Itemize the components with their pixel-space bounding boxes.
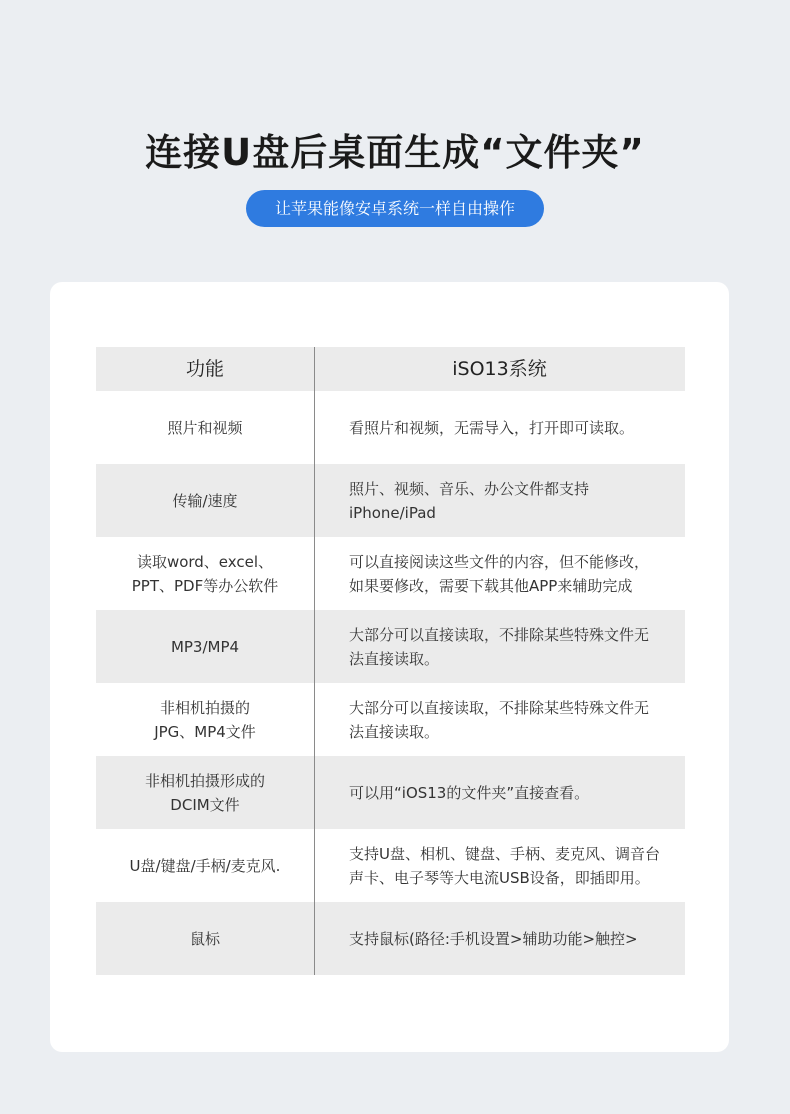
row-feature: 照片和视频 xyxy=(167,418,243,437)
table-row xyxy=(96,683,685,756)
row-description: 大部分可以直接读取，不排除某些特殊文件无法直接读取。 xyxy=(349,625,650,668)
row-feature: 读取word、excel、 PPT、PDF等办公软件 xyxy=(131,552,279,595)
row-description: 支持鼠标(路径:手机设置>辅助功能>触控> xyxy=(349,929,638,948)
table-row xyxy=(96,829,685,902)
table-header-row xyxy=(96,347,685,391)
subtitle-badge: 让苹果能像安卓系统一样自由操作 xyxy=(246,190,544,227)
row-description: 看照片和视频，无需导入，打开即可读取。 xyxy=(349,418,635,437)
table-row xyxy=(96,610,685,683)
feature-table xyxy=(96,347,685,975)
row-feature: 传输/速度 xyxy=(172,491,238,510)
row-description: 可以用“iOS13的文件夹”直接查看。 xyxy=(349,783,590,802)
row-feature: 鼠标 xyxy=(189,929,220,948)
table-row xyxy=(96,902,685,975)
row-feature: MP3/MP4 xyxy=(170,637,240,656)
row-description: 大部分可以直接读取，不排除某些特殊文件无法直接读取。 xyxy=(349,698,650,741)
row-feature: 非相机拍摄的 JPG、MP4文件 xyxy=(154,698,256,741)
header-feature: 功能 xyxy=(185,358,224,380)
table-row xyxy=(96,464,685,537)
row-description: 可以直接阅读这些文件的内容，但不能修改，如果要修改，需要下载其他APP来辅助完成 xyxy=(349,552,650,595)
table-row xyxy=(96,537,685,610)
table-row xyxy=(96,391,685,464)
header-system: iSO13系统 xyxy=(452,358,547,380)
row-description: 支持U盘、相机、键盘、手柄、麦克风、调音台声卡、电子琴等大电流USB设备，即插即用。 xyxy=(349,844,660,887)
row-feature: U盘/键盘/手柄/麦克风. xyxy=(129,856,281,875)
column-divider xyxy=(314,347,315,975)
page-title: 连接U盘后桌面生成“文件夹” xyxy=(145,131,645,174)
table-row xyxy=(96,756,685,829)
row-feature: 非相机拍摄形成的 DCIM文件 xyxy=(144,771,265,814)
row-description: 照片、视频、音乐、办公文件都支持iPhone/iPad xyxy=(349,479,590,522)
